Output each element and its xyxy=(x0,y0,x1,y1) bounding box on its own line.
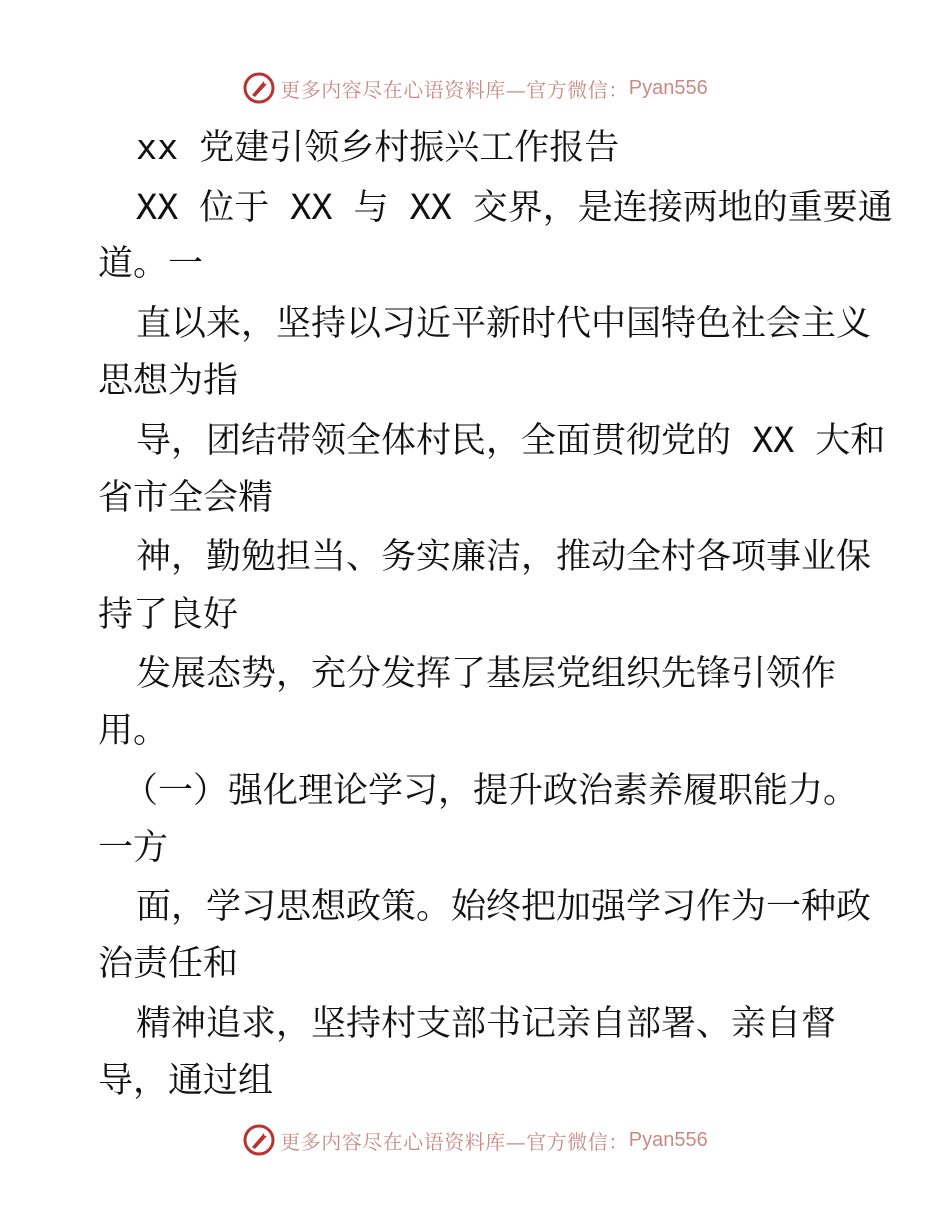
text-line: 思想为指 xyxy=(98,361,239,401)
watermark-wechat-id: Pyan556 xyxy=(628,1128,708,1151)
text-line: 神，勤勉担当、务实廉洁，推动全村各项事业保 xyxy=(136,537,872,577)
text-line: 治责任和 xyxy=(98,944,239,984)
text-line: 用。 xyxy=(98,711,169,751)
text-line: 导，团结带领全体村民，全面贯彻党的 XX 大和 xyxy=(136,421,886,461)
watermark-wechat-id: Pyan556 xyxy=(628,76,708,99)
text-line: 一方 xyxy=(98,828,169,868)
text-line: 省市全会精 xyxy=(98,478,274,518)
text-line: 持了良好 xyxy=(98,595,239,635)
text-line: 直以来，坚持以习近平新时代中国特色社会主义 xyxy=(136,304,872,344)
text-line: 面，学习思想政策。始终把加强学习作为一种政 xyxy=(136,887,872,927)
text-line: 导，通过组 xyxy=(98,1061,274,1101)
text-line: XX 位于 XX 与 XX 交界，是连接两地的重要通 xyxy=(136,188,893,228)
watermark-text: 更多内容尽在心语资料库—官方微信： xyxy=(280,77,629,102)
pen-logo-icon xyxy=(242,1123,276,1157)
text-line: 道。一 xyxy=(98,244,204,284)
section-heading: （一）强化理论学习，提升政治素养履职能力。 xyxy=(123,771,859,811)
text-line: 发展态势，充分发挥了基层党组织先锋引领作 xyxy=(136,654,837,694)
text-line: 精神追求，坚持村支部书记亲自部署、亲自督 xyxy=(136,1004,837,1044)
document-title: xx 党建引领乡村振兴工作报告 xyxy=(136,128,620,168)
watermark-text: 更多内容尽在心语资料库—官方微信： xyxy=(280,1129,629,1154)
watermark-banner-bottom xyxy=(0,1120,950,1160)
